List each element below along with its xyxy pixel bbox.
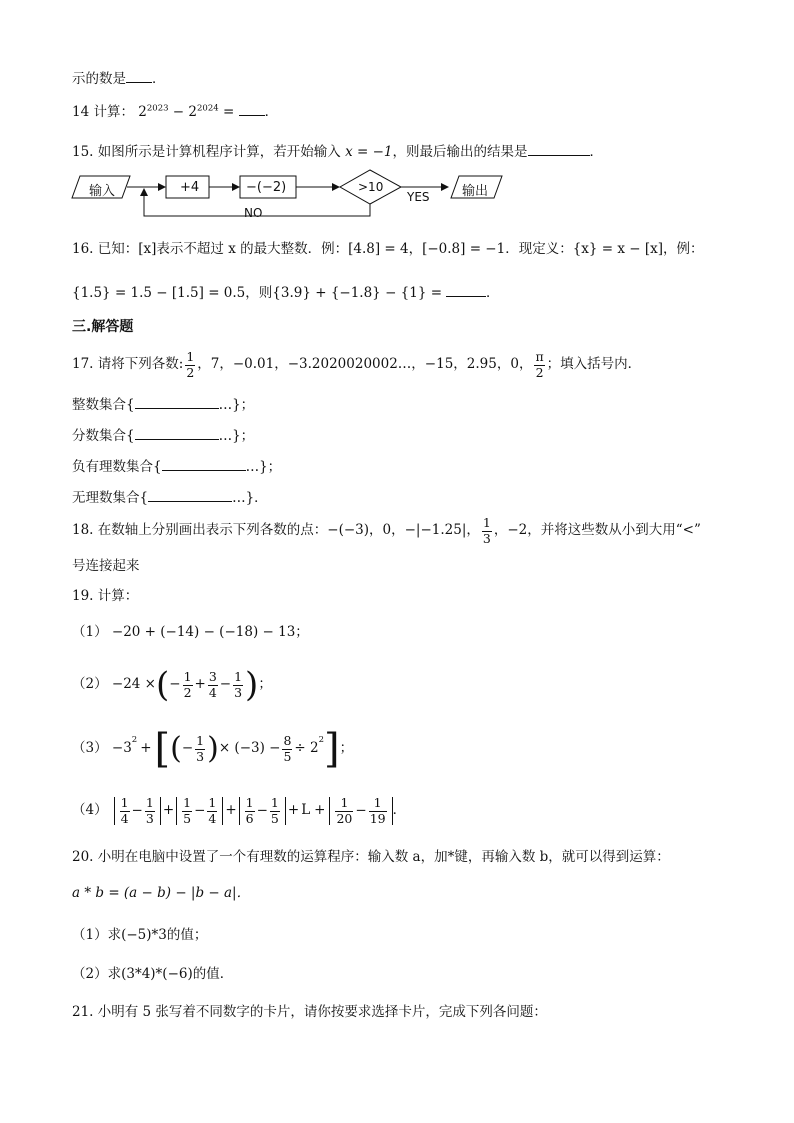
plus-sign: + [314,802,326,819]
exponent: 2023 [146,103,169,114]
set-irrational [72,489,268,506]
q15 [72,143,603,160]
flow-output-label: 输出 [462,184,489,199]
set-fraction [72,427,254,444]
q18-text: ，−2，并将这些数从小到大用“<” [493,522,701,539]
set-label: 无理数集合{ [72,490,149,506]
right-bracket: ] [324,726,340,772]
numerator: 1 [245,795,254,810]
minus-sign: − [219,676,232,693]
denominator: 5 [283,748,292,764]
set-blank[interactable] [135,427,219,440]
plus-sign: + [162,802,175,819]
question-number: 15. [72,144,94,160]
program-flowchart [70,168,510,224]
plus-sign: + [225,802,237,819]
q15-text: ，则最后输出的结果是 [392,144,528,160]
abs-term [329,797,392,825]
denominator: 2 [183,684,192,700]
exponent: 2024 [197,103,219,114]
denominator: 2 [535,364,544,380]
minus-sign: − [131,802,143,819]
fraction [245,797,255,825]
numerator: 1 [369,797,387,812]
q16-expression: {1.5} = 1.5 − [1.5] = 0.5，则{3.9} + {−1.8} − {1} = [72,285,443,301]
fraction [182,797,192,825]
fraction [185,351,195,379]
numerator: 1 [183,795,192,810]
numerator: 1 [145,795,154,810]
q17-text: ；填入括号内． [546,356,642,373]
q15-end: ． [589,144,603,160]
flow-op2-label: −(−2) [246,180,287,195]
flow-op1-label: +4 [180,180,200,195]
right-paren: ) [245,665,259,705]
fraction [534,351,544,379]
numerator: π [535,349,544,364]
q20-part1: （1）求(−5)*3的值； [72,927,208,943]
set-integer [72,396,254,413]
minus-sign: − [194,802,206,819]
q16-line2 [72,284,500,301]
set-tail: …}． [232,490,268,506]
q19-part4-end: ． [392,802,407,819]
q20-part2: （2）求(3*4)*(−6)的值． [72,966,234,982]
section-title: 三.解答题 [72,319,134,335]
numerator: 1 [482,515,491,530]
answer-blank[interactable] [446,284,486,297]
q17-numbers: ，7，−0.01，−3.2020020002…，−15，2.95，0， [197,356,533,373]
fraction [195,735,205,763]
denominator: 4 [208,684,217,700]
fraction [207,797,217,825]
q19-part2 [72,662,272,708]
q19-part4 [72,788,406,834]
q14-label: 计算： [93,104,134,120]
denominator: 3 [196,748,205,764]
fraction [482,517,492,545]
minus-sign: − [169,676,181,693]
left-paren: ( [155,665,170,705]
left-bracket: [ [154,726,171,772]
flow-decision-label: >10 [358,180,384,194]
set-blank[interactable] [162,458,246,471]
fraction [208,671,218,699]
abs-term [114,797,161,825]
denominator: 4 [208,810,217,826]
q18-line1 [72,512,701,550]
q19-part3 [72,724,353,774]
abs-term [239,797,286,825]
denominator: 2 [186,364,195,380]
q17-line [72,348,641,382]
plus-sign: + [140,740,152,757]
denominator: 5 [270,810,279,826]
q16-end: ． [486,285,500,301]
denominator: 5 [183,810,192,826]
flow-no-label: NO [244,206,263,220]
equals-sign: = [218,104,239,120]
numerator: 1 [234,669,243,684]
denominator: 3 [145,810,154,826]
q19-part3-end: ； [339,740,354,757]
q19-part2-label: （2） −24 × [72,676,156,693]
abs-term [176,797,223,825]
question-number: 14 [72,104,90,120]
flow-input-label: 输入 [89,184,116,199]
set-label: 负有理数集合{ [72,459,162,475]
right-paren: ) [207,731,219,766]
set-tail: …}； [218,428,255,444]
numerator: 1 [120,795,129,810]
denominator: 4 [120,810,129,826]
q18-line2: 号连接起来 [72,558,140,574]
fraction [120,797,130,825]
q16-line1: 16. 已知：[x]表示不超过 x 的最大整数．例：[4.8] = 4，[−0.8] = −1．现定义：{x} = x − [x]，例： [72,241,704,257]
set-label: 分数集合{ [72,428,135,444]
q13-tail [72,70,166,87]
exponent: 2 [318,735,325,745]
set-blank[interactable] [148,489,232,502]
q19-title: 19. 计算： [72,588,139,604]
minus-sign: − [168,104,189,120]
minus-sign: − [181,740,194,757]
q21: 21. 小明有 5 张写着不同数字的卡片，请你按要求选择卡片，完成下列各问题： [72,1004,547,1020]
q19-part3-text: ÷ 2 [294,740,319,757]
power-base: 2 [188,104,198,120]
fraction [369,797,387,825]
numerator: 1 [335,797,353,812]
answer-blank[interactable] [239,103,265,116]
minus-sign: − [355,802,367,819]
numerator: 8 [283,733,292,748]
set-tail: …}； [245,459,282,475]
numerator: 1 [183,669,192,684]
numerator: 1 [186,349,195,364]
q19-part3-label: （3） −3 [72,740,132,757]
answer-blank[interactable] [126,70,152,83]
fraction [335,797,353,825]
numerator: 1 [208,795,217,810]
denominator: 20 [336,810,353,826]
numerator: 1 [270,795,279,810]
set-blank[interactable] [135,396,219,409]
plus-sign: + [194,676,206,693]
left-paren: ( [170,731,182,766]
denominator: 19 [369,810,386,826]
denominator: 3 [482,530,491,546]
fraction [282,735,292,763]
q20-line1: 20. 小明在电脑中设置了一个有理数的运算程序：输入数 a，加*键，再输入数 b，就可以得到运算： [72,849,670,865]
set-negative-rational [72,458,281,475]
set-tail: …}； [218,397,255,413]
q15-condition: x = −1 [345,144,393,160]
answer-blank[interactable] [528,143,590,156]
minus-sign: − [256,802,268,819]
q14-end: ． [264,104,279,120]
fraction [270,797,280,825]
denominator: 3 [234,684,243,700]
q18-text: 18. 在数轴上分别画出表示下列各数的点：−(−3)，0，−|−1.25|， [72,522,480,539]
ellipsis-symbol: L [301,802,311,819]
q13-text: 示的数是 [72,71,126,87]
set-label: 整数集合{ [72,397,135,413]
denominator: 6 [245,810,254,826]
q15-text: 如图所示是计算机程序计算，若开始输入 [97,144,346,160]
numerator: 1 [196,733,205,748]
q19-part4-label: （4） [72,802,108,819]
q19-part3-text: × (−3) − [218,740,281,757]
exponent: 2 [131,735,138,745]
numerator: 3 [208,669,217,684]
power-base: 2 [138,104,147,120]
q14 [72,103,278,120]
q13-end: ． [152,71,166,87]
flow-yes-label: YES [407,190,430,204]
fraction [183,671,193,699]
q20-line2: a * b = (a − b) − |b − a|． [72,885,251,901]
q17-text: 17. 请将下列各数: [72,356,184,373]
fraction [233,671,243,699]
q19-part1: （1） −20 + (−14) − (−18) − 13； [72,624,309,640]
fraction [145,797,155,825]
plus-sign: + [287,802,300,819]
q19-part2-end: ； [258,676,272,693]
